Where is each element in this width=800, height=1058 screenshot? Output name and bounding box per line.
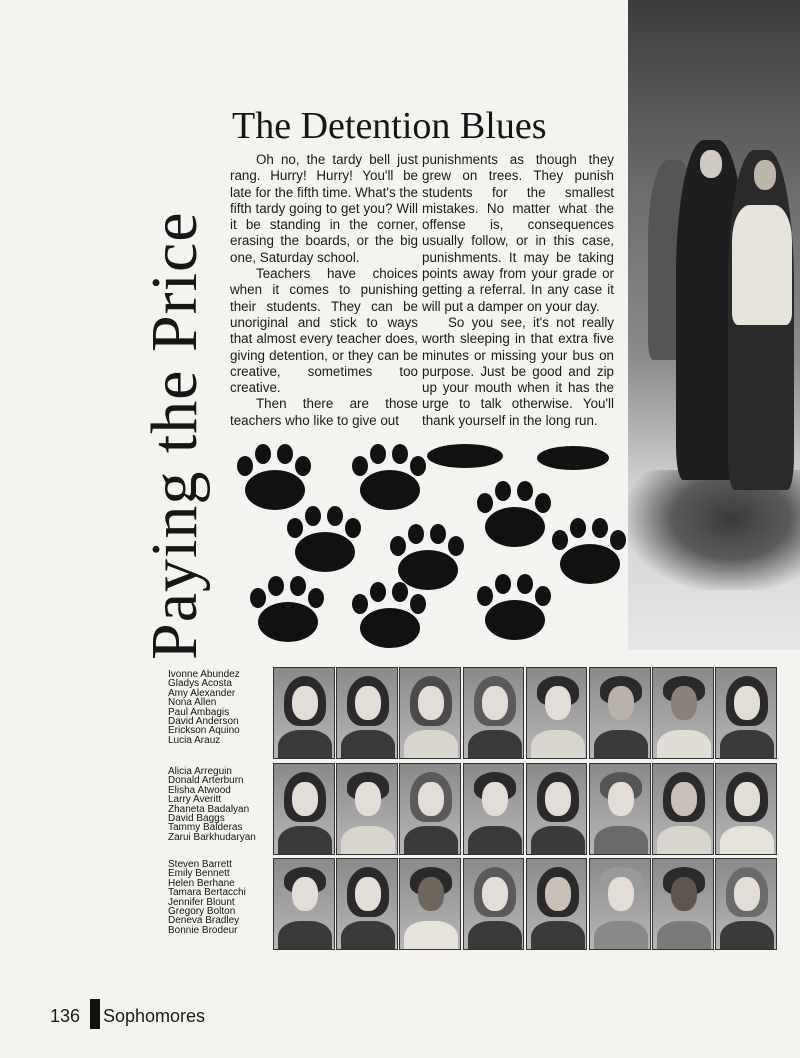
student-portrait	[526, 763, 588, 855]
paw-print-icon	[477, 574, 551, 640]
paragraph: Then there are those teachers who like to give out	[230, 396, 418, 428]
student-portrait	[715, 858, 777, 950]
student-portrait	[526, 858, 588, 950]
student-name: Tammy Balderas	[168, 822, 243, 834]
student-name: Steven Barrett	[168, 859, 232, 870]
student-name: Helen Berhane	[168, 877, 235, 889]
portrait-row-1	[273, 667, 777, 759]
paragraph: So you see, it's not really worth sleeping in that extra five minutes or missing your bus on purpose. Just be good and zip up your mouth when it has the urge to talk otherwise. You'll thank yourself in the long run.	[422, 314, 614, 428]
portrait-row-2	[273, 763, 777, 855]
group-photo	[628, 0, 800, 650]
student-name: Tamara Bertacchi	[168, 887, 246, 899]
paw-prints-decoration	[230, 440, 630, 650]
student-portrait	[463, 667, 525, 759]
student-portrait	[399, 858, 461, 950]
photo-person	[732, 205, 792, 325]
paw-print-icon	[552, 518, 626, 584]
student-portrait	[336, 858, 398, 950]
paw-print-icon	[287, 506, 361, 572]
student-portrait	[652, 763, 714, 855]
footer-divider-bar	[90, 999, 100, 1029]
student-name: Zhaneta Badalyan	[168, 803, 250, 815]
name-list-row-1	[168, 670, 268, 745]
student-name: Lucia Arauz	[168, 734, 221, 746]
student-name: Amy Alexander	[168, 687, 236, 699]
student-name: Alicia Arreguin	[168, 766, 232, 777]
paw-print-icon	[390, 524, 464, 590]
student-portrait	[273, 858, 335, 950]
student-name: Gregory Bolton	[168, 906, 236, 918]
photo-person	[754, 160, 776, 190]
paw-print-icon	[537, 446, 609, 470]
paw-print-icon	[477, 481, 551, 547]
student-portrait	[715, 763, 777, 855]
student-portrait	[463, 763, 525, 855]
section-title-text: Paying the Price	[138, 211, 211, 660]
paw-print-icon	[352, 582, 426, 648]
student-name: Gladys Acosta	[168, 678, 232, 690]
student-name: Donald Arterburn	[168, 775, 244, 787]
paragraph: Teachers have choices when it comes to punishing their students. They can be unoriginal and stick to ways that almost every teacher does, giving detention, or they can be creative, sometimes too creative.	[230, 266, 418, 396]
name-list-row-3	[168, 860, 268, 935]
paw-print-icon	[427, 444, 503, 468]
student-portrait	[589, 667, 651, 759]
page-number: 136	[50, 1006, 81, 1026]
student-name: Erickson Aquino	[168, 725, 240, 737]
student-portrait	[715, 667, 777, 759]
portrait-row-3	[273, 858, 777, 950]
student-portrait	[399, 763, 461, 855]
student-portrait	[336, 667, 398, 759]
paw-print-icon	[237, 444, 311, 510]
student-name: Zarui Barkhudaryan	[168, 831, 256, 843]
student-portrait	[526, 667, 588, 759]
student-portrait	[652, 667, 714, 759]
student-name: David Anderson	[168, 716, 239, 728]
student-portrait	[273, 667, 335, 759]
section-label: Sophomores	[103, 1006, 206, 1026]
paw-print-icon	[352, 444, 426, 510]
student-name: Bonnie Brodeur	[168, 924, 238, 936]
student-name: Nona Allen	[168, 697, 217, 709]
article-column-1	[230, 152, 418, 429]
name-list-row-2	[168, 767, 268, 842]
article-headline: The Detention Blues	[232, 105, 547, 147]
student-name: Deneva Bradley	[168, 915, 240, 927]
student-name: Ivonne Abundez	[168, 669, 240, 680]
student-name: David Baggs	[168, 813, 225, 825]
paw-print-icon	[250, 576, 324, 642]
paragraph: Oh no, the tardy bell just rang. Hurry! Hurry! You'll be late for the fifth time. What's the fifth tardy going to get you? Will it be standing in the corner, erasing the boards, or the big one, Saturday school.	[230, 152, 418, 265]
student-portrait	[336, 763, 398, 855]
student-name: Elisha Atwood	[168, 784, 231, 796]
section-title	[140, 40, 210, 660]
student-portrait	[589, 858, 651, 950]
student-name: Larry Averitt	[168, 794, 222, 806]
student-name: Jennifer Blount	[168, 896, 235, 908]
student-name: Paul Ambagis	[168, 706, 230, 718]
student-portrait	[589, 763, 651, 855]
student-portrait	[399, 667, 461, 759]
article-column-2	[422, 152, 614, 429]
student-portrait	[652, 858, 714, 950]
paragraph: punishments as though they grew on trees. They punish students for the smallest mistakes. No matter what the offense is, consequences usually follow, or in this case, punishments. It may be taking points away from your grade or getting a referral. In any case it will put a damper on your day.	[422, 152, 614, 314]
student-portrait	[463, 858, 525, 950]
photo-person	[700, 150, 722, 178]
student-portrait	[273, 763, 335, 855]
student-name: Emily Bennett	[168, 868, 230, 880]
